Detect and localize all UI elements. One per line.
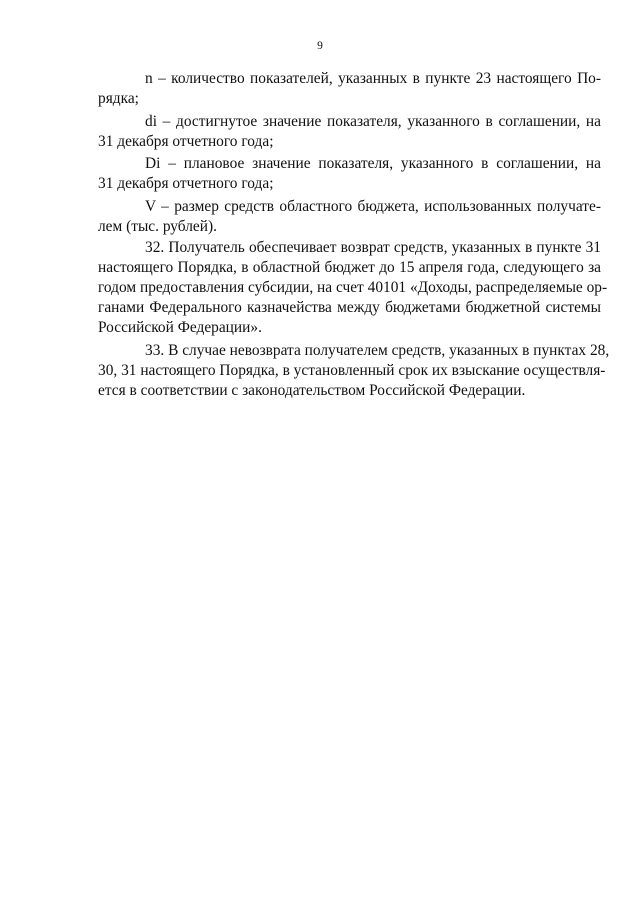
text-line-di-definition-end: 31 декабря отчетного года; [98,133,274,150]
page-number: 9 [317,40,323,52]
text-line-Di-definition-end: 31 декабря отчетного года; [98,175,274,192]
paragraph-32-line-4: ганами Федерального казначейства между бюджетами бюджетной системы [98,299,601,316]
text-line-n-definition-end: рядка; [98,90,139,107]
text-line-di-definition: di – достигнутое значение показателя, указанного в соглашении, на [145,113,601,130]
paragraph-32-line-5: Российской Федерации». [98,319,262,336]
paragraph-33-line-3: ется в соответствии с законодательством Российской Федерации. [98,382,526,399]
text-line-V-definition: V – размер средств областного бюджета, использованных получате- [145,198,601,215]
paragraph-32-line-3: годом предоставления субсидии, на счет 40101 «Доходы, распределяемые ор- [98,279,608,296]
paragraph-33-line-2: 30, 31 настоящего Порядка, в установленный срок их взыскание осуществля- [98,362,606,379]
paragraph-32-line-1: 32. Получатель обеспечивает возврат средств, указанных в пункте 31 [145,239,601,256]
text-line-V-definition-end: лем (тыс. рублей). [98,218,217,235]
text-line-Di-definition: Di – плановое значение показателя, указанного в соглашении, на [145,155,601,172]
paragraph-33-line-1: 33. В случае невозврата получателем средств, указанных в пунктах 28, [145,342,610,359]
text-line-n-definition: n – количество показателей, указанных в пункте 23 настоящего По- [145,70,601,87]
paragraph-32-line-2: настоящего Порядка, в областной бюджет до 15 апреля года, следующего за [98,259,601,276]
